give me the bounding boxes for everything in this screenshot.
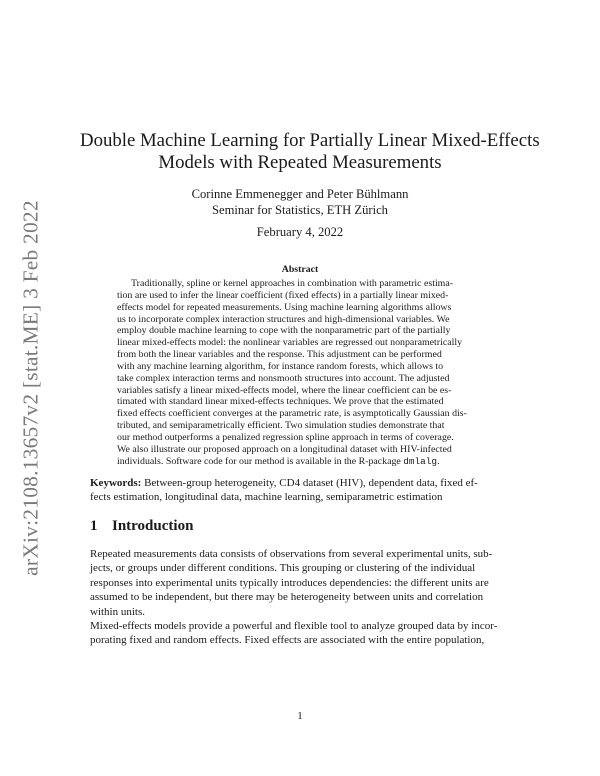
abstract-line: us to incorporate complex interaction structures and high-dimensional variables. We <box>117 313 450 325</box>
keywords-line <box>90 476 510 490</box>
abstract-line: employ double machine learning to cope with the nonparametric part of the partially <box>117 325 451 337</box>
abstract-line: our method outperforms a penalized regression spline approach in terms of coverage. <box>117 431 454 443</box>
introduction-body <box>90 547 510 648</box>
section-number: 1 <box>90 518 98 534</box>
keywords-line: fects estimation, longitudinal data, machine learning, semiparametric estimation <box>90 491 443 504</box>
abstract-line: with any machine learning algorithm, for instance random forests, which allows to <box>117 360 444 372</box>
abstract-line: timated with standard linear mixed-effects techniques. We prove that the estimated <box>117 396 444 408</box>
keywords-block <box>90 476 510 505</box>
abstract-last-text: individuals. Software code for our method is available in the R-package <box>117 455 404 467</box>
abstract-last-punct: . <box>437 455 440 467</box>
intro-line: porating fixed and random effects. Fixed effects are associated with the entire population, <box>90 634 485 647</box>
page-number: 1 <box>297 710 303 722</box>
section-heading-introduction <box>90 518 193 535</box>
title-line: Models with Repeated Measurements <box>158 152 442 173</box>
paper-date: February 4, 2022 <box>256 225 344 239</box>
abstract-body <box>117 278 483 468</box>
abstract-heading: Abstract <box>281 264 319 275</box>
abstract-line: linear mixed-effects model: the nonlinear variables are regressed out nonparametrically <box>117 337 463 349</box>
abstract-line: from both the linear variables and the response. This adjustment can be performed <box>117 349 442 361</box>
title-line: Double Machine Learning for Partially Linear Mixed-Effects <box>80 130 540 151</box>
abstract-line: effects model for repeated measurements. Using machine learning algorithms allows <box>117 301 452 313</box>
intro-line: responses into experimental units typically introduces dependencies: the different units are <box>90 576 489 589</box>
intro-line: Mixed-effects models provide a powerful and flexible tool to analyze grouped data by incor- <box>90 620 498 633</box>
author-affiliation: Seminar for Statistics, ETH Zürich <box>212 202 388 217</box>
package-name: dmlalg <box>403 455 438 467</box>
keywords-label: Keywords: <box>90 477 142 489</box>
section-title: Introduction <box>112 518 194 534</box>
abstract-line-last <box>117 456 483 468</box>
abstract-line: fixed effects coefficient converges at the parametric rate, is asymptotically Gaussian dis- <box>117 408 467 420</box>
intro-line: within units. <box>90 605 146 618</box>
abstract-line: Traditionally, spline or kernel approaches in combination with parametric estima- <box>131 278 454 289</box>
arxiv-identifier-stamp <box>16 0 46 776</box>
intro-line: jects, or groups under different conditions. This grouping or clustering of the individual <box>90 562 476 575</box>
arxiv-identifier-text: arXiv:2108.13657v2 [stat.ME] 3 Feb 2022 <box>18 200 43 576</box>
abstract-line: tributed, and semiparametrically efficient. Two simulation studies demonstrate that <box>117 420 445 432</box>
author-block <box>100 187 500 218</box>
intro-line: Repeated measurements data consists of observations from several experimental units, sub- <box>90 548 493 560</box>
abstract-line: We also illustrate our proposed approach on a longitudinal dataset with HIV-infected <box>117 443 452 455</box>
intro-line: assumed to be independent, but there may be heterogeneity between units and correlation <box>90 591 484 604</box>
abstract-line: variables satisfy a linear mixed-effects model, where the linear coefficient can be es- <box>117 384 452 396</box>
abstract-line: take complex interaction terms and nonsmooth structures into account. The adjusted <box>117 372 450 384</box>
paper-title <box>80 130 540 174</box>
author-names: Corinne Emmenegger and Peter Bühlmann <box>191 187 409 201</box>
abstract-line: tion are used to infer the linear coefficient (fixed effects) in a partially linear mixed- <box>117 289 449 301</box>
keywords-text: Between-group heterogeneity, CD4 dataset (HIV), dependent data, fixed ef- <box>144 477 478 489</box>
